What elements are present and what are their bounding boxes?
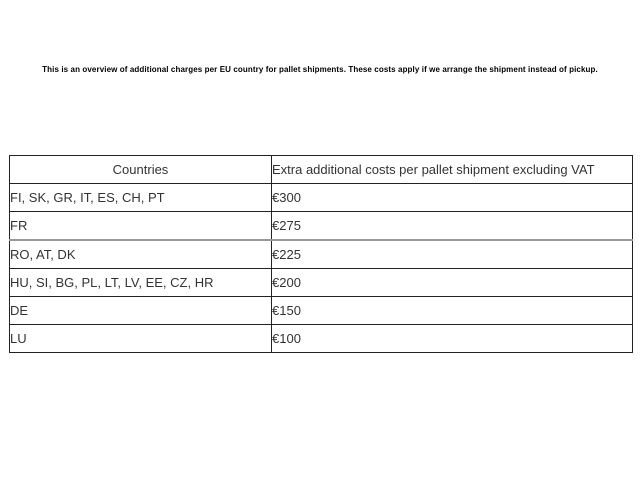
countries-cell: FR [10,212,272,241]
table-row [10,184,633,212]
cost-cell: €225 [272,240,633,269]
cost-cell: €300 [272,184,633,212]
charges-table [9,155,633,353]
table-row [10,325,633,353]
intro-text: This is an overview of additional charges per EU country for pallet shipments. These costs apply if we arrange the shipment instead of pickup. [42,65,598,74]
table-row [10,240,633,269]
cost-cell: €100 [272,325,633,353]
countries-cell: RO, AT, DK [10,240,272,269]
cost-cell: €150 [272,297,633,325]
countries-cell: FI, SK, GR, IT, ES, CH, PT [10,184,272,212]
cost-cell: €200 [272,269,633,297]
cost-cell: €275 [272,212,633,241]
table-row [10,269,633,297]
column-header-cost: Extra additional costs per pallet shipment excluding VAT [272,156,633,184]
countries-cell: DE [10,297,272,325]
table-header-row [10,156,633,184]
column-header-countries: Countries [10,156,272,184]
countries-cell: LU [10,325,272,353]
table-row [10,212,633,241]
countries-cell: HU, SI, BG, PL, LT, LV, EE, CZ, HR [10,269,272,297]
table-row [10,297,633,325]
